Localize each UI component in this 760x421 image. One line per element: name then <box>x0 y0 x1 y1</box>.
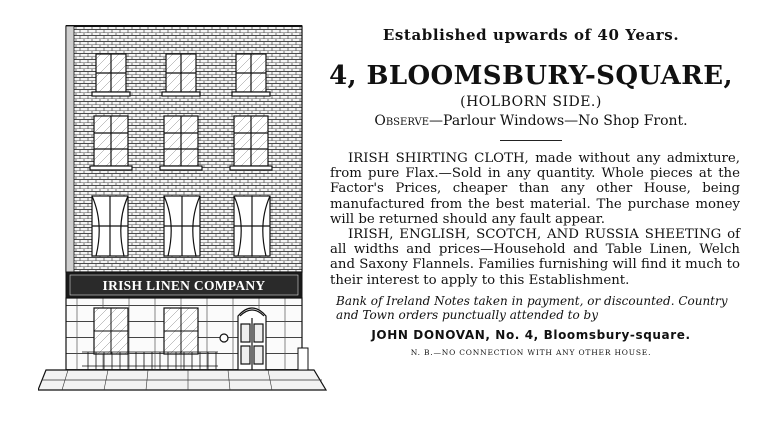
holborn-side-line: (HOLBORN SIDE.) <box>460 94 602 110</box>
shirting-paragraph: IRISH SHIRTING CLOTH, made without any admixture, from pure Flax.—Sold in any quantity. Whole pieces at the Factor's Prices, cheaper than any other House, being manufactured from the best material. The purchase money will be returned should any fault appear. <box>330 151 740 227</box>
proprietor-signature: JOHN DONOVAN, No. 4, Bloomsbury-square. <box>371 327 691 342</box>
divider-rule <box>500 140 562 141</box>
bank-notes-line-1: Bank of Ireland Notes taken in payment, or discounted. Country <box>336 293 728 308</box>
upper-window-row <box>92 54 270 96</box>
advertisement-text <box>322 22 740 357</box>
sheeting-paragraph: IRISH, ENGLISH, SCOTCH, AND RUSSIA SHEETING of all widths and prices—Household and Table Linen, Welch and Saxony Flannels. Families furnishing will find it much to their interest to apply to this Establishment. <box>330 227 740 288</box>
shop-signboard: IRISH LINEN COMPANY <box>102 278 266 293</box>
observe-line <box>322 113 740 129</box>
lower-window-row <box>92 196 270 256</box>
address-heading: 4, BLOOMSBURY-SQUARE, <box>329 61 733 91</box>
observe-word: Observe <box>374 113 430 129</box>
middle-window-row <box>90 116 272 170</box>
bank-notes-line-2: and Town orders punctually attended to by <box>336 307 599 322</box>
building-engraving <box>38 18 330 410</box>
no-connection-note: N. B.—NO CONNECTION WITH ANY OTHER HOUSE. <box>410 347 652 357</box>
observe-rest: —Parlour Windows—No Shop Front. <box>429 113 688 129</box>
established-line: Established upwards of 40 Years. <box>382 26 680 44</box>
